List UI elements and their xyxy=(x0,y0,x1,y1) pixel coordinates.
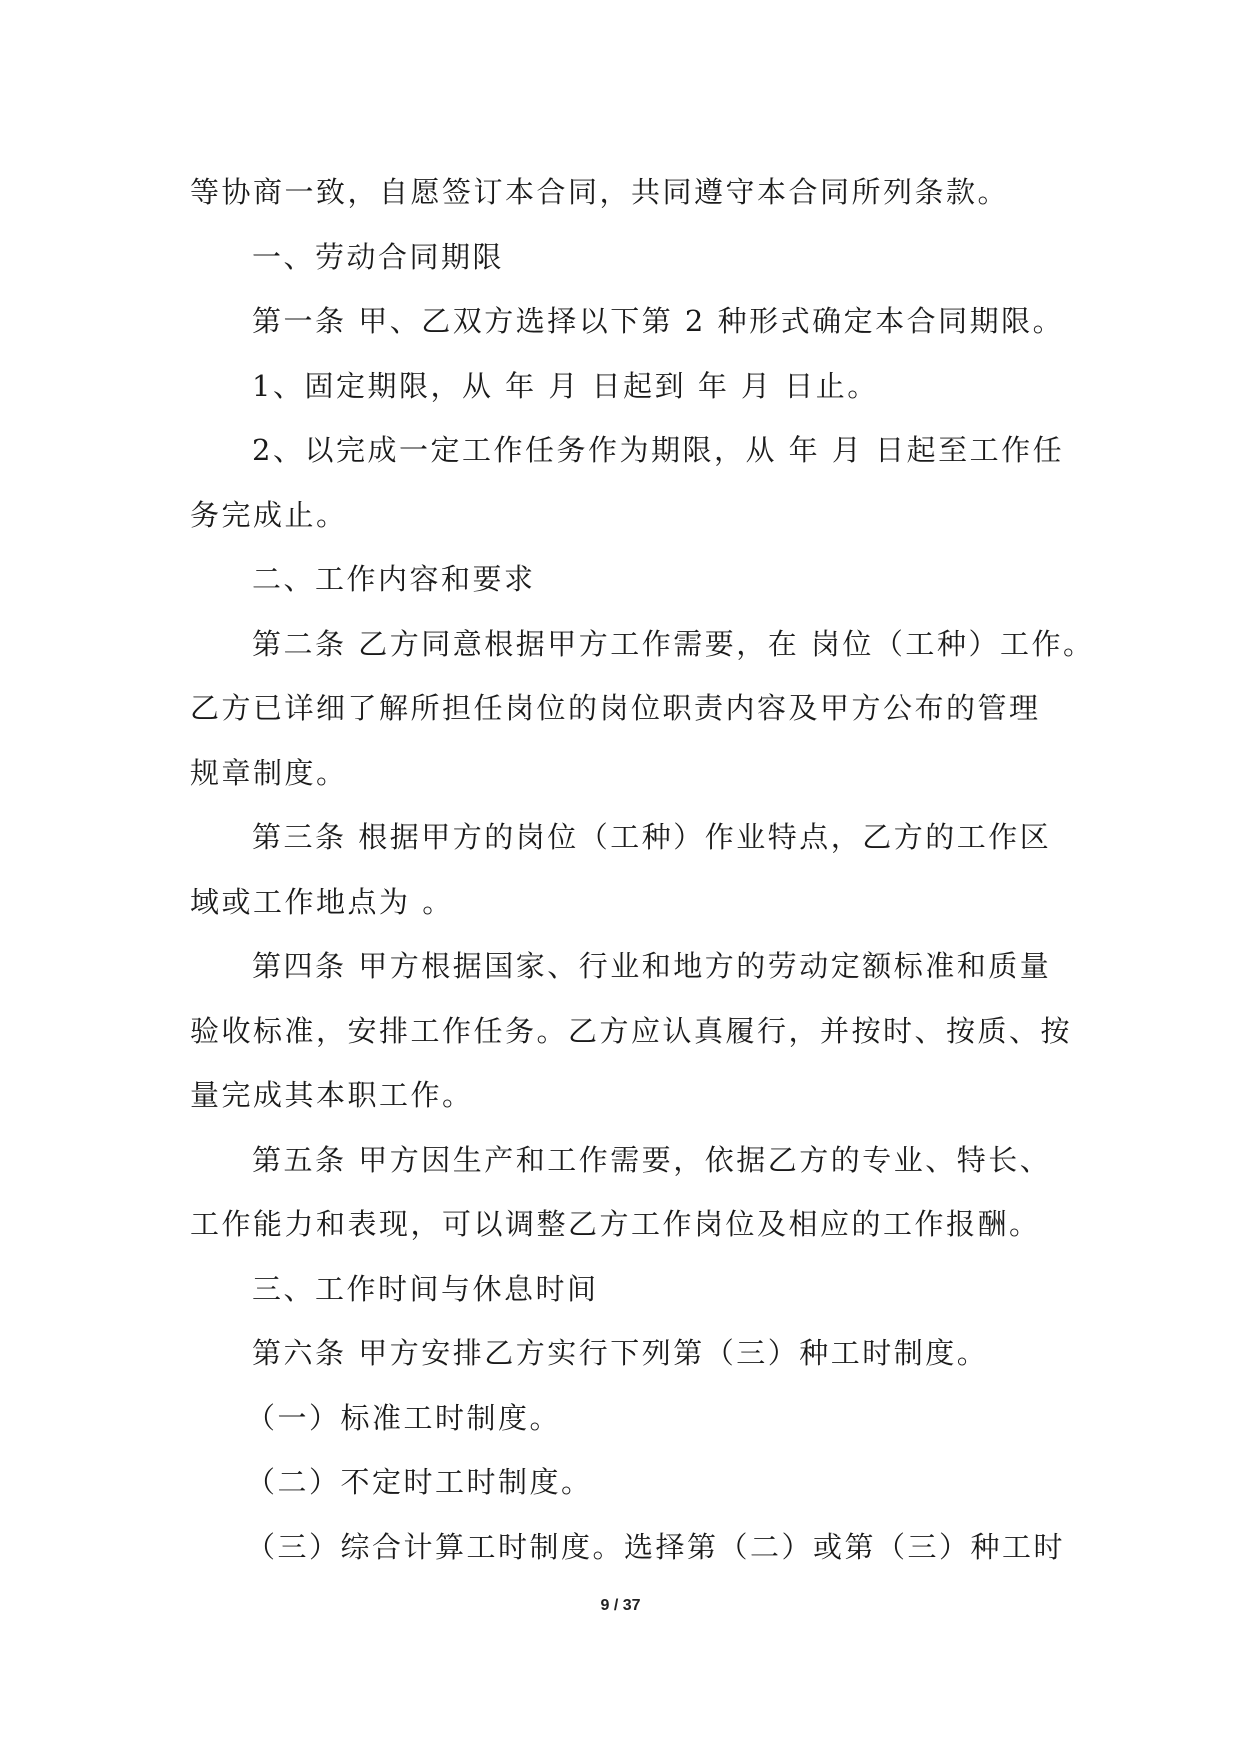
list-item: （二）不定时工时制度。 xyxy=(246,1465,593,1499)
section-heading: 一、劳动合同期限 xyxy=(252,239,505,274)
paragraph-line: 务完成止。 xyxy=(190,497,348,532)
document-body xyxy=(190,160,1095,1579)
paragraph-line: 第一条 甲、乙双方选择以下第 2 种形式确定本合同期限。 xyxy=(252,304,1065,338)
paragraph-line: 第四条 甲方根据国家、行业和地方的劳动定额标准和质量 xyxy=(252,949,1052,983)
paragraph-line: 域或工作地点为 。 xyxy=(190,884,454,919)
paragraph-line: 第五条 甲方因生产和工作需要，依据乙方的专业、特长、 xyxy=(252,1142,1052,1177)
paragraph-line: 乙方已详细了解所担任岗位的岗位职责内容及甲方公布的管理 xyxy=(190,691,1041,725)
paragraph-line: 工作能力和表现，可以调整乙方工作岗位及相应的工作报酬。 xyxy=(190,1207,1041,1241)
paragraph-line: 第三条 根据甲方的岗位（工种）作业特点，乙方的工作区 xyxy=(252,820,1052,854)
section-heading: 二、工作内容和要求 xyxy=(252,562,536,596)
paragraph-line: 等协商一致，自愿签订本合同，共同遵守本合同所列条款。 xyxy=(190,175,1010,209)
paragraph-line: 1、固定期限，从 年 月 日起到 年 月 日止。 xyxy=(252,368,879,403)
paragraph-line: 2、以完成一定工作任务作为期限，从 年 月 日起至工作任 xyxy=(252,433,1065,467)
page-number: 9 / 37 xyxy=(600,1597,641,1614)
paragraph-line: 量完成其本职工作。 xyxy=(190,1078,474,1112)
list-item: （一）标准工时制度。 xyxy=(246,1400,562,1435)
paragraph-line: 第二条 乙方同意根据甲方工作需要，在 岗位（工种）工作。 xyxy=(252,626,1095,661)
paragraph-line: 第六条 甲方安排乙方实行下列第（三）种工时制度。 xyxy=(252,1336,989,1370)
section-heading: 三、工作时间与休息时间 xyxy=(252,1271,599,1306)
list-item: （三）综合计算工时制度。选择第（二）或第（三）种工时 xyxy=(246,1529,1066,1564)
paragraph-line: 验收标准，安排工作任务。乙方应认真履行，并按时、按质、按 xyxy=(190,1013,1073,1048)
paragraph-line: 规章制度。 xyxy=(190,755,348,790)
